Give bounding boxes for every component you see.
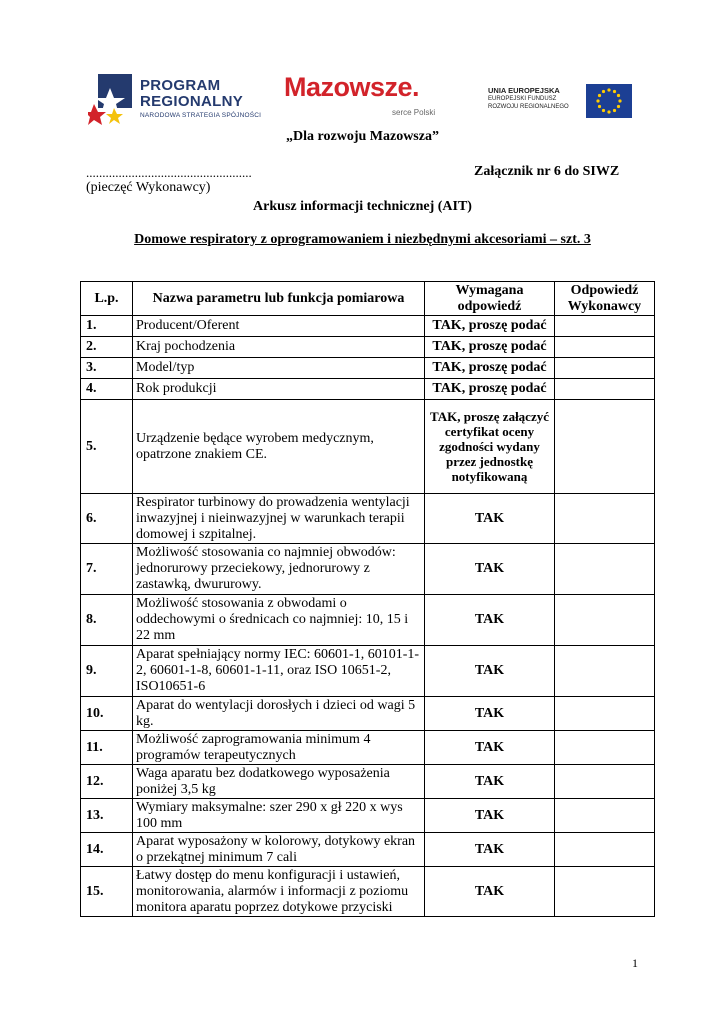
row-name: Aparat spełniający normy IEC: 60601-1, 60101-1-2, 60601-1-8, 60601-1-11, oraz ISO 10651-2, ISO10651-6 — [133, 646, 425, 697]
table-row — [81, 833, 655, 867]
row-lp: 8. — [81, 595, 133, 646]
table-row — [81, 731, 655, 765]
table-row — [81, 337, 655, 358]
row-response-cell[interactable] — [555, 595, 655, 646]
row-response-cell[interactable] — [555, 697, 655, 731]
page-number: 1 — [632, 956, 638, 970]
row-required: TAK — [425, 595, 555, 646]
row-required: TAK — [425, 646, 555, 697]
sheet-title: Arkusz informacji technicznej (AIT) — [253, 199, 472, 214]
row-required: TAK, proszę podać — [425, 316, 555, 337]
row-name: Możliwość stosowania co najmniej obwodów: jednorurowy przeciekowy, jednorurowy z zastawką, dwururowy. — [133, 544, 425, 595]
row-response-cell[interactable] — [555, 494, 655, 544]
row-required: TAK — [425, 765, 555, 799]
row-response-cell[interactable] — [555, 358, 655, 379]
row-name: Rok produkcji — [133, 379, 425, 400]
row-response-cell[interactable] — [555, 316, 655, 337]
eu-fund-line2: ROZWOJU REGIONALNEGO — [488, 104, 569, 110]
row-name: Wymiary maksymalne: szer 290 x gł 220 x wys 100 mm — [133, 799, 425, 833]
row-lp: 2. — [81, 337, 133, 358]
row-lp: 3. — [81, 358, 133, 379]
row-name: Możliwość zaprogramowania minimum 4 programów terapeutycznych — [133, 731, 425, 765]
row-response-cell[interactable] — [555, 400, 655, 494]
row-name: Waga aparatu bez dodatkowego wyposażenia poniżej 3,5 kg — [133, 765, 425, 799]
row-response-cell[interactable] — [555, 646, 655, 697]
subject-title: Domowe respiratory z oprogramowaniem i niezbędnymi akcesoriami – szt. 3 — [134, 232, 591, 247]
eu-fund-line1: EUROPEJSKI FUNDUSZ — [488, 96, 557, 102]
row-required: TAK — [425, 544, 555, 595]
row-required: TAK, proszę podać — [425, 358, 555, 379]
row-response-cell[interactable] — [555, 379, 655, 400]
header-response: Odpowiedź Wykonawcy — [555, 282, 655, 316]
row-response-cell[interactable] — [555, 867, 655, 917]
row-name: Aparat wyposażony w kolorowy, dotykowy ekran o przekątnej minimum 7 cali — [133, 833, 425, 867]
row-required: TAK, proszę podać — [425, 379, 555, 400]
row-required: TAK — [425, 867, 555, 917]
row-response-cell[interactable] — [555, 337, 655, 358]
table-row — [81, 316, 655, 337]
technical-spec-table — [80, 281, 655, 917]
table-header-row — [81, 282, 655, 316]
mazowsze-tagline: serce Polski — [392, 108, 436, 117]
row-response-cell[interactable] — [555, 765, 655, 799]
table-row — [81, 358, 655, 379]
row-lp: 11. — [81, 731, 133, 765]
program-regionalny-star-icon — [88, 74, 132, 126]
table-row — [81, 379, 655, 400]
motto: „Dla rozwoju Mazowsza” — [286, 129, 439, 144]
row-lp: 15. — [81, 867, 133, 917]
row-name: Producent/Oferent — [133, 316, 425, 337]
program-regionalny-logo — [88, 70, 268, 128]
row-name: Model/typ — [133, 358, 425, 379]
table-row — [81, 867, 655, 917]
row-name: Możliwość stosowania z obwodami o oddechowymi o średnicach co najmniej: 10, 15 i 22 mm — [133, 595, 425, 646]
row-lp: 4. — [81, 379, 133, 400]
table-row — [81, 400, 655, 494]
table-row — [81, 765, 655, 799]
row-name: Urządzenie będące wyrobem medycznym, opatrzone znakiem CE. — [133, 400, 425, 494]
row-name: Łatwy dostęp do menu konfiguracji i ustawień, monitorowania, alarmów i informacji z poziomu monitora aparatu poprzez dotykowe przyciski — [133, 867, 425, 917]
table-row — [81, 646, 655, 697]
program-regionalny-subtitle: NARODOWA STRATEGIA SPÓJNOŚCI — [140, 112, 262, 119]
row-name: Respirator turbinowy do prowadzenia wentylacji inwazyjnej i nieinwazyjnej w warunkach terapii domowej i szpitalnej. — [133, 494, 425, 544]
mazowsze-wordmark: Mazowsze. — [284, 72, 420, 102]
table-row — [81, 544, 655, 595]
row-required: TAK — [425, 833, 555, 867]
contractor-stamp-label: (pieczęć Wykonawcy) — [86, 180, 211, 195]
row-lp: 12. — [81, 765, 133, 799]
row-required: TAK — [425, 697, 555, 731]
eu-title: UNIA EUROPEJSKA — [488, 86, 560, 95]
header-lp: L.p. — [81, 282, 133, 316]
row-lp: 5. — [81, 400, 133, 494]
table-row — [81, 494, 655, 544]
row-required: TAK — [425, 731, 555, 765]
row-required: TAK — [425, 799, 555, 833]
logo-bar — [88, 66, 648, 132]
row-name: Kraj pochodzenia — [133, 337, 425, 358]
row-lp: 10. — [81, 697, 133, 731]
table-row — [81, 595, 655, 646]
row-lp: 9. — [81, 646, 133, 697]
row-response-cell[interactable] — [555, 731, 655, 765]
row-lp: 6. — [81, 494, 133, 544]
stamp-dotted-line: ................................................... — [86, 165, 252, 180]
row-response-cell[interactable] — [555, 544, 655, 595]
eu-logo — [488, 74, 648, 124]
row-lp: 7. — [81, 544, 133, 595]
row-name: Aparat do wentylacji dorosłych i dzieci od wagi 5 kg. — [133, 697, 425, 731]
row-lp: 14. — [81, 833, 133, 867]
row-response-cell[interactable] — [555, 833, 655, 867]
row-required: TAK — [425, 494, 555, 544]
row-required: TAK, proszę załączyć certyfikat oceny zgodności wydany przez jednostkę notyfikowaną — [425, 400, 555, 494]
row-lp: 13. — [81, 799, 133, 833]
row-response-cell[interactable] — [555, 799, 655, 833]
row-lp: 1. — [81, 316, 133, 337]
header-name: Nazwa parametru lub funkcja pomiarowa — [133, 282, 425, 316]
eu-flag-icon — [586, 84, 632, 118]
table-row — [81, 697, 655, 731]
row-required: TAK, proszę podać — [425, 337, 555, 358]
annex-label: Załącznik nr 6 do SIWZ — [474, 164, 620, 179]
program-regionalny-title: PROGRAM REGIONALNY — [140, 77, 244, 110]
table-row — [81, 799, 655, 833]
header-required: Wymagana odpowiedź — [425, 282, 555, 316]
mazowsze-logo — [284, 72, 464, 126]
